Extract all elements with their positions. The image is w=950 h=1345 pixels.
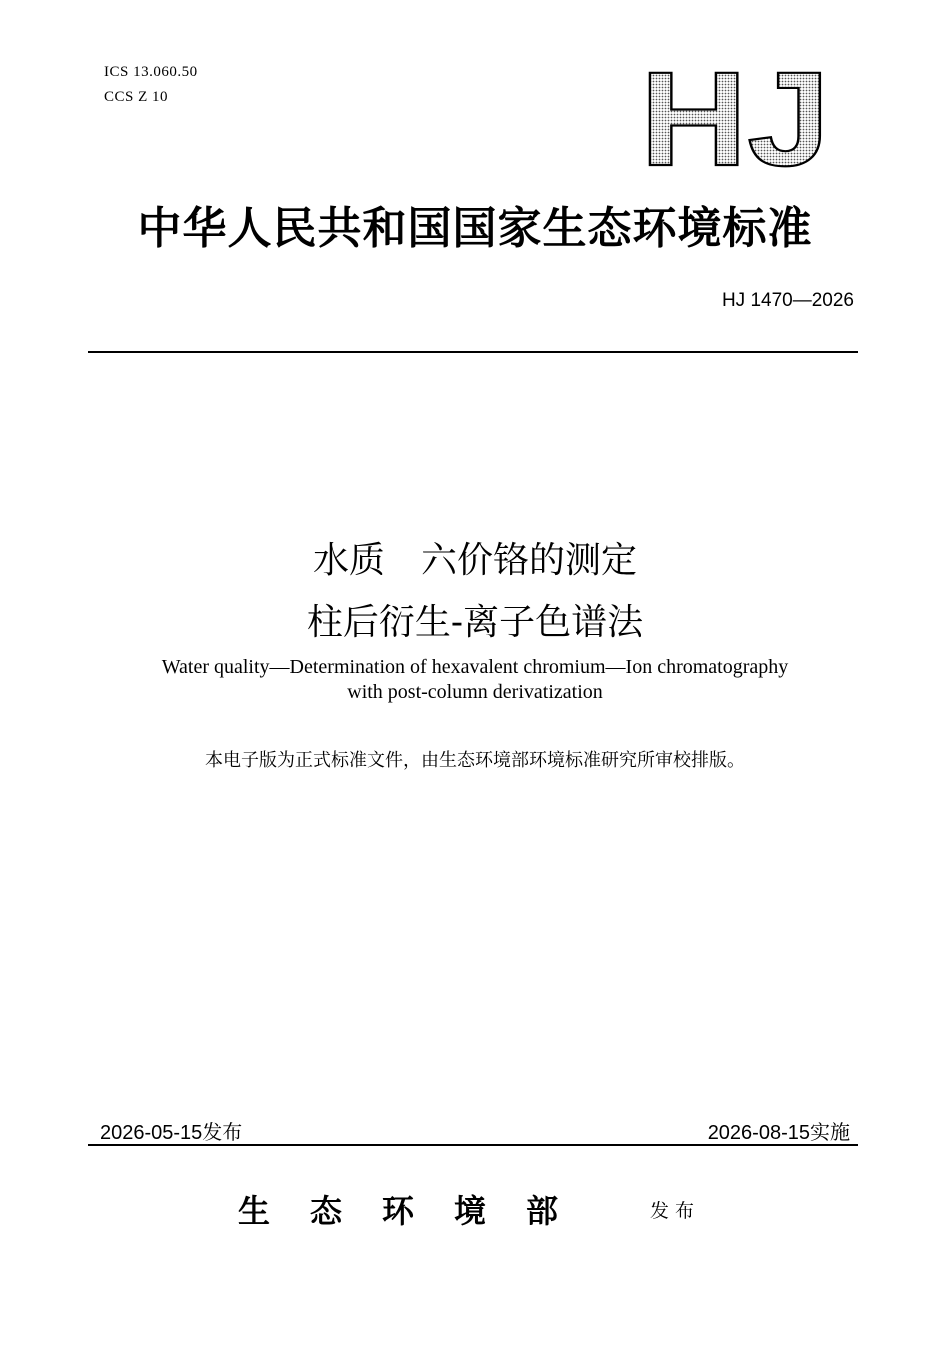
- english-title-line-1: Water quality—Determination of hexavalent chromium—Ion chromatography: [161, 656, 789, 678]
- ics-code: ICS 13.060.50: [104, 64, 198, 80]
- chinese-title-line-1: 水质 六价铬的测定: [312, 540, 637, 581]
- chinese-title-line-2: 柱后衍生-离子色谱法: [306, 602, 644, 643]
- svg-text:HJ: HJ: [640, 68, 830, 168]
- standard-number: HJ 1470—2026: [721, 290, 854, 311]
- ccs-code: CCS Z 10: [104, 89, 169, 105]
- top-divider: [88, 351, 858, 353]
- publisher-suffix: 发布: [650, 1200, 701, 1222]
- hj-logo: [640, 68, 834, 168]
- english-title-line-2: with post-column derivatization: [347, 681, 603, 703]
- electronic-version-note: 本电子版为正式标准文件，由生态环境部环境标准研究所审校排版。: [205, 750, 745, 771]
- implementation-date: 2026-08-15实施: [707, 1122, 850, 1144]
- publisher-name: 生态环境部: [238, 1192, 599, 1230]
- publish-date: 2026-05-15发布: [100, 1122, 243, 1144]
- bottom-divider: [88, 1144, 858, 1146]
- standard-body-title: 中华人民共和国国家生态环境标准: [137, 203, 813, 254]
